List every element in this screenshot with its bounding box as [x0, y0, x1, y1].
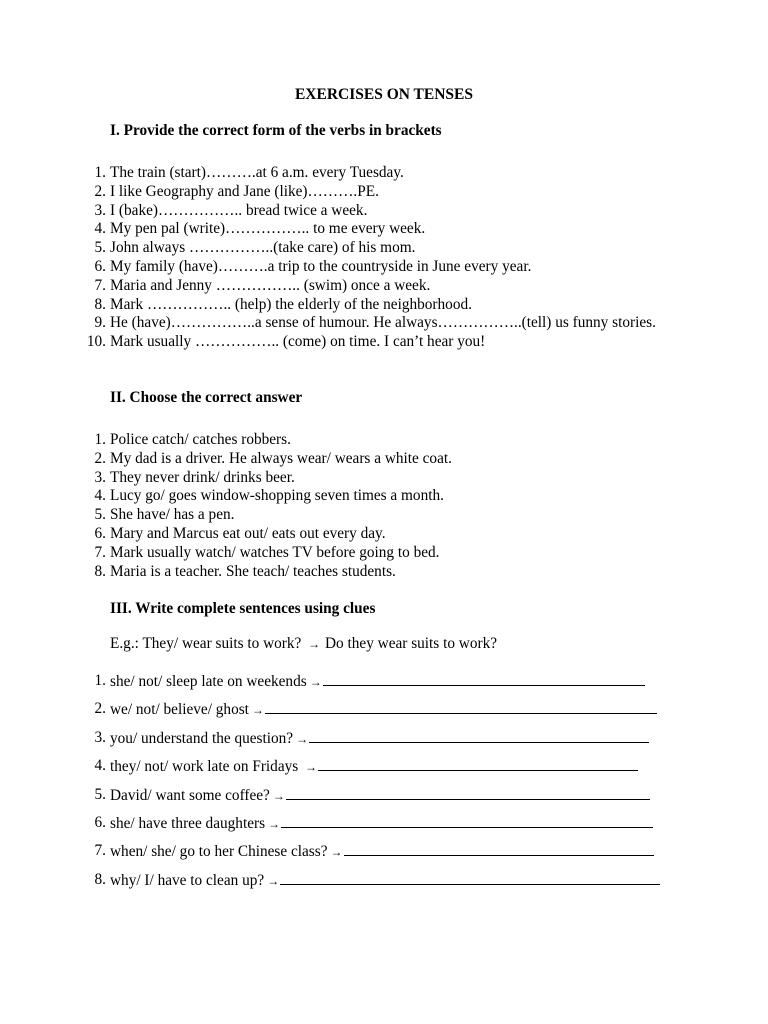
list-item: 10. Mark usually …………….. (come) on time. I can’t hear you! [86, 333, 486, 351]
clue-text: why/ I/ have to clean up? [110, 871, 265, 889]
list-item: 1. she/ not/ sleep late on weekends → [76, 672, 716, 700]
list-item: 2. My dad is a driver. He always wear/ wears a white coat. [94, 449, 452, 467]
list-item: 7. when/ she/ go to her Chinese class? → [76, 842, 716, 870]
list-item: 7. Maria and Jenny …………….. (swim) once a week. [94, 276, 431, 294]
section1-list [76, 164, 714, 352]
arrow-icon: → [251, 703, 264, 718]
clue-text: when/ she/ go to her Chinese class? [110, 843, 328, 861]
list-item: 9. He (have)……………..a sense of humour. He always……………..(tell) us funny stories. [94, 314, 656, 332]
arrow-icon: → [305, 760, 318, 775]
answer-blank[interactable] [281, 814, 653, 828]
list-item: 8. Maria is a teacher. She teach/ teaches students. [94, 562, 396, 580]
arrow-icon: → [296, 731, 309, 746]
list-item: 6. My family (have)……….a trip to the countryside in June every year. [94, 257, 532, 275]
answer-blank[interactable] [280, 871, 660, 885]
list-item: 1. The train (start)……….at 6 a.m. every Tuesday. [94, 164, 404, 181]
list-item: 8. why/ I/ have to clean up? → [76, 871, 716, 899]
list-item: 4. they/ not/ work late on Fridays → [76, 757, 716, 785]
list-item: 2. we/ not/ believe/ ghost → [76, 700, 716, 728]
section3-heading: III. Write complete sentences using clues [110, 600, 376, 617]
list-item: 5. She have/ has a pen. [94, 506, 235, 524]
list-item: 3. you/ understand the question? → [76, 729, 716, 757]
arrow-icon: → [308, 637, 321, 651]
section2-heading: II. Choose the correct answer [110, 389, 303, 406]
arrow-icon: → [330, 845, 343, 860]
answer-blank[interactable] [323, 672, 645, 686]
list-item: 2. I like Geography and Jane (like)……….PE. [94, 182, 379, 200]
answer-blank[interactable] [286, 786, 650, 800]
section2-list [76, 431, 714, 581]
answer-blank[interactable] [318, 757, 638, 771]
list-item: 8. Mark …………….. (help) the elderly of the neighborhood. [94, 295, 472, 313]
list-item: 3. I (bake)…………….. bread twice a week. [94, 201, 368, 219]
list-item: 4. Lucy go/ goes window-shopping seven times a month. [94, 487, 444, 505]
list-item: 4. My pen pal (write)…………….. to me every week. [94, 220, 426, 238]
clue-text: she/ have three daughters [110, 814, 266, 832]
page-title: EXERCISES ON TENSES [294, 86, 474, 103]
list-item: 6. she/ have three daughters → [76, 814, 716, 842]
list-item: 5. John always ……………..(take care) of his mom. [94, 239, 416, 257]
example-prompt: E.g.: They/ wear suits to work? [110, 635, 302, 652]
arrow-icon: → [267, 873, 280, 888]
list-item: 1. Police catch/ catches robbers. [94, 431, 291, 448]
example-sentence [110, 635, 497, 653]
answer-blank[interactable] [309, 729, 649, 743]
example-answer: Do they wear suits to work? [324, 635, 498, 652]
clue-text: David/ want some coffee? [110, 786, 270, 804]
arrow-icon: → [309, 675, 322, 689]
arrow-icon: → [268, 816, 281, 831]
answer-blank[interactable] [265, 700, 657, 714]
clue-text: we/ not/ believe/ ghost [110, 701, 249, 719]
answer-blank[interactable] [344, 842, 654, 856]
section1-heading: I. Provide the correct form of the verbs in brackets [110, 122, 442, 139]
list-item: 5. David/ want some coffee? → [76, 786, 716, 814]
list-item: 6. Mary and Marcus eat out/ eats out every day. [94, 524, 386, 542]
section3-list [76, 672, 716, 899]
clue-text: they/ not/ work late on Fridays [110, 758, 303, 776]
list-item: 7. Mark usually watch/ watches TV before going to bed. [94, 543, 440, 561]
clue-text: you/ understand the question? [110, 729, 294, 747]
arrow-icon: → [272, 788, 285, 803]
list-item: 3. They never drink/ drinks beer. [94, 468, 295, 486]
clue-text: she/ not/ sleep late on weekends [110, 673, 307, 690]
